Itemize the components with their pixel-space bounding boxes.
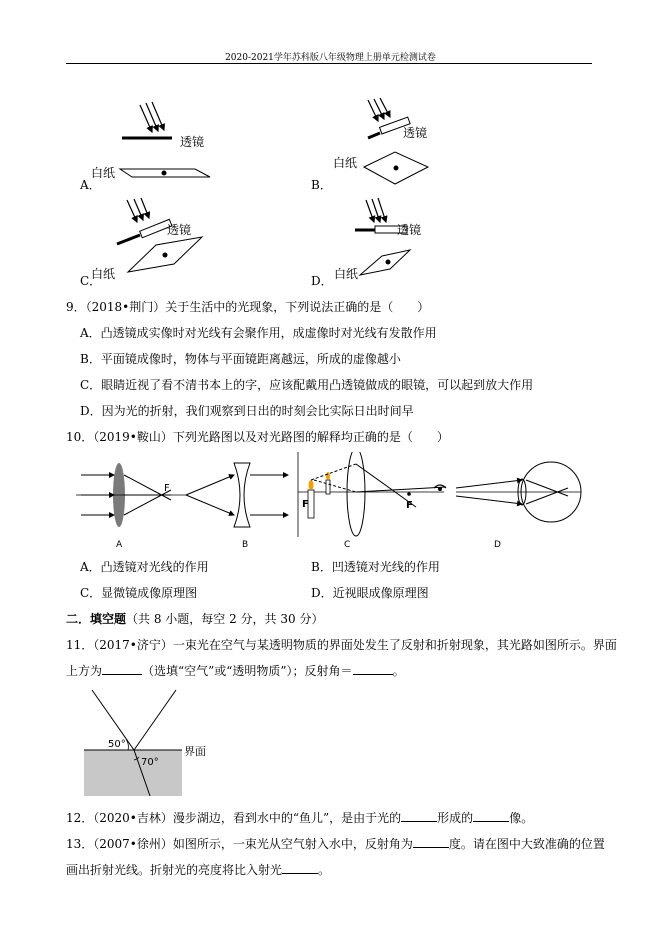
page-header: 2020-2021学年苏科版八年级物理上册单元检测试卷 bbox=[225, 53, 436, 63]
q10-option-b: B．凹透镜对光线的作用 bbox=[311, 560, 440, 574]
q11-angle-1: 50° bbox=[108, 739, 126, 750]
q10-fig-label-c: C bbox=[344, 540, 351, 550]
q11-line2-mid: （选填“空气”或“透明物质”）；反射角＝ bbox=[142, 664, 353, 678]
q8-figure-b bbox=[364, 98, 428, 184]
section-2-title: 二．填空题 bbox=[66, 612, 127, 626]
q13-line2 bbox=[66, 861, 330, 878]
q10-fig-label-a: A bbox=[116, 540, 123, 550]
q10-a-f-label: F bbox=[164, 483, 170, 494]
q13-blank-2[interactable] bbox=[282, 863, 318, 874]
q12-line bbox=[66, 809, 533, 826]
q11-line2-end: 。 bbox=[392, 664, 405, 678]
q10-figures bbox=[76, 452, 596, 552]
q11-interface-label: 界面 bbox=[184, 745, 206, 758]
q9-option-d: D．因为光的折射，我们观察到日出的时刻会比实际日出时间早 bbox=[80, 404, 414, 418]
q10-fig-label-d: D bbox=[494, 540, 501, 550]
q8-option-c: C． bbox=[80, 274, 102, 288]
q8-paper-label-b: 白纸 bbox=[333, 156, 358, 170]
q13-line1 bbox=[66, 835, 605, 852]
q9-stem: 9．（2018•荆门）关于生活中的光现象，下列说法正确的是（ ） bbox=[66, 300, 430, 314]
q11-line2 bbox=[66, 662, 405, 679]
q12-end: 像。 bbox=[509, 811, 534, 825]
q8-lens-label-d: 透镜 bbox=[397, 223, 422, 237]
q11-figure bbox=[84, 688, 224, 800]
q10-figure-d bbox=[456, 462, 581, 522]
q11-blank-1[interactable] bbox=[102, 664, 142, 675]
q12-mid: 形成的 bbox=[437, 811, 474, 825]
q10-c-f-label-right: F bbox=[406, 500, 413, 511]
q8-option-b: B． bbox=[311, 178, 332, 192]
q13-line1-pre: 13．（2007•徐州）如图所示，一束光从空气射入水中，反射角为 bbox=[66, 837, 413, 851]
section-2-heading bbox=[66, 610, 323, 627]
q9-option-c: C．眼睛近视了看不清书本上的字，应该配戴用凸透镜做成的眼镜，可以起到放大作用 bbox=[80, 378, 534, 392]
q10-figure-c bbox=[298, 452, 446, 537]
section-2-note: （共 8 小题，每空 2 分，共 30 分） bbox=[126, 612, 324, 626]
q9-option-a: A．凸透镜成实像时对光线有会聚作用，成虚像时对光线有发散作用 bbox=[80, 326, 437, 340]
header-rule bbox=[66, 63, 592, 64]
q10-option-c: C．显微镜成像原理图 bbox=[80, 586, 198, 600]
q13-line2-end: 。 bbox=[318, 863, 331, 877]
q8-option-a: A． bbox=[80, 178, 101, 192]
q8-figures bbox=[70, 92, 470, 292]
q10-fig-label-b: B bbox=[242, 540, 249, 550]
q8-option-d: D． bbox=[311, 274, 333, 288]
q11-blank-2[interactable] bbox=[353, 664, 393, 675]
q8-lens-label-b: 透镜 bbox=[403, 126, 428, 140]
q12-blank-1[interactable] bbox=[401, 811, 437, 822]
q10-stem: 10．（2019•鞍山）下列光路图以及对光路图的解释均正确的是（ ） bbox=[66, 430, 449, 444]
q11-line2-pre: 上方为 bbox=[66, 664, 103, 678]
q12-pre: 12．（2020•吉林）漫步湖边，看到水中的“鱼儿”，是由于光的 bbox=[66, 811, 402, 825]
q13-line2-pre: 画出折射光线。折射光的亮度将比入射光 bbox=[66, 863, 283, 877]
q10-option-a: A．凸透镜对光线的作用 bbox=[80, 560, 209, 574]
q11-angle-2: 70° bbox=[141, 757, 159, 768]
q10-figure-b bbox=[186, 463, 288, 527]
q10-option-d: D．近视眼成像原理图 bbox=[311, 586, 429, 600]
q10-c-f-label-left: F bbox=[302, 499, 309, 510]
q8-paper-label-a: 白纸 bbox=[91, 166, 116, 180]
q13-line1-end: 度。请在图中大致准确的位置 bbox=[448, 837, 605, 851]
q11-line1: 11．（2017•济宁）一束光在空气与某透明物质的界面处发生了反射和折射现象，其光路如图所示。界面 bbox=[66, 638, 617, 652]
q12-blank-2[interactable] bbox=[473, 811, 509, 822]
q8-lens-label-c: 透镜 bbox=[167, 223, 192, 237]
q8-lens-label-a: 透镜 bbox=[180, 135, 205, 149]
q10-figure-a bbox=[76, 463, 186, 527]
q9-option-b: B．平面镜成像时，物体与平面镜距离越远，所成的虚像越小 bbox=[80, 352, 401, 366]
q13-blank-1[interactable] bbox=[413, 837, 449, 848]
q8-paper-label-c: 白纸 bbox=[91, 267, 116, 281]
q8-paper-label-d: 白纸 bbox=[334, 267, 359, 281]
